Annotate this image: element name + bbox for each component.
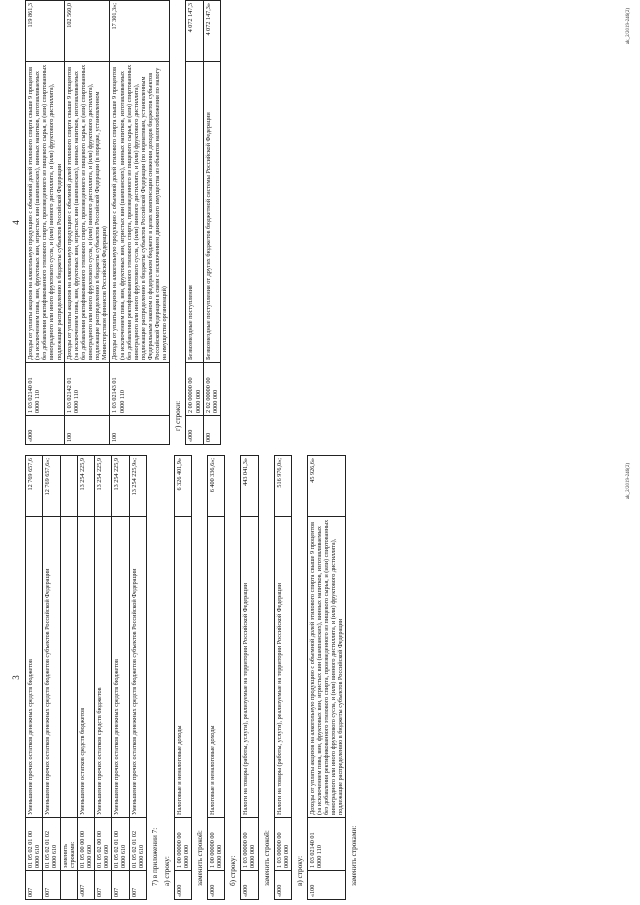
budget-code-cell: 1 03 02142 01 0000 110 — [64, 363, 110, 416]
table-row — [208, 456, 225, 900]
table-row — [241, 456, 258, 900]
budget-code-cell: 2 02 00000 00 0000 000 — [203, 363, 220, 416]
subsection-heading: б) строку: — [229, 855, 238, 886]
description-cell — [60, 517, 77, 818]
amount-cell: 12 769 657,6 — [26, 456, 43, 517]
amount-cell: 516 976,0»; — [274, 456, 291, 517]
budget-code-cell: 01 05 02 01 02 0000 610 — [43, 818, 60, 871]
amount-cell: 6 326 401,9» — [174, 456, 191, 517]
table-row — [60, 456, 77, 900]
description-cell: Уменьшение прочих остатков средств бюджетов — [95, 517, 112, 818]
table-row — [77, 456, 94, 900]
admin-code-cell: 100 — [110, 416, 170, 445]
revenue-table-c — [307, 455, 347, 900]
sources-table — [25, 455, 147, 900]
table-row — [203, 1, 220, 445]
description-cell: Уменьшение остатков средств бюджетов — [77, 517, 94, 818]
table-row — [307, 456, 346, 900]
description-cell: Уменьшение прочих остатков денежных средств бюджетов — [112, 517, 129, 818]
table-row — [43, 456, 60, 900]
page-number: 3 — [11, 675, 21, 680]
admin-code-cell: 100 — [64, 416, 110, 445]
replace-heading: заменить строками: — [350, 825, 359, 886]
amount-cell: 6 400 336,6»; — [208, 456, 225, 517]
description-cell: Налоговые и неналоговые доходы — [208, 517, 225, 818]
amount-cell: 13 254 225,9»; — [129, 456, 146, 517]
revenue-table-b — [240, 455, 258, 900]
budget-code-cell: 01 05 02 01 02 0000 610 — [129, 818, 146, 871]
admin-code-cell: «000 — [208, 871, 225, 900]
subsection-heading: г) строки: — [174, 400, 183, 431]
budget-code-cell: 01 05 02 01 00 0000 610 — [26, 818, 43, 871]
description-cell: Безвозмездные поступления — [186, 62, 203, 363]
admin-code-cell: 000 — [203, 416, 220, 445]
table-row — [174, 456, 191, 900]
admin-code-cell: «000 — [174, 871, 191, 900]
description-cell: Доходы от уплаты акцизов на алкогольную продукцию с объемной долей этилового спирта свыше 9 процентов (за исключением пива, вин, фруктовых вин, игристых вин (шампанских), винных напитков, изготавливаемых без добавления ректификованного этилового спирта, произведенного из пищевого сырья, и (или) спиртованных виноградного или иного фруктового сусла, и (или) винного дистиллята, и (или) фруктового дистиллята), подлежащие распределению в бюджеты субъектов Российской Федерации — [26, 62, 65, 363]
rotated-content — [5, 0, 635, 900]
description-cell: Доходы от уплаты акцизов на алкогольную продукцию с объемной долей этилового спирта свыше 9 процентов (за исключением пива, вин, фруктовых вин, игристых вин (шампанских), винных напитков, изготавливаемых без добавления ректификованного этилового спирта, произведенного из пищевого сырья, и (или) спиртованных виноградного или иного фруктового сусла, и (или) винного дистиллята, и (или) фруктового дистиллята), подлежащие распределению в бюджеты субъектов Российской Федерации (по нормативам, установленным Федеральным законом о федеральном бюджете в целях компенсации снижения доходов бюджетов субъектов Российской Федерации в связи с исключением движимого имущества из объектов налогообложения по налогу на имущество организаций) — [110, 62, 170, 363]
budget-code-cell: 01 05 02 01 00 0000 610 — [112, 818, 129, 871]
admin-code-cell: «000 — [274, 871, 291, 900]
budget-code-cell: 1 03 00000 00 0000 000 — [274, 818, 291, 871]
description-cell: Уменьшение прочих остатков денежных средств бюджетов субъектов Российской Федерации — [43, 517, 60, 818]
page-3 — [5, 455, 635, 900]
admin-code-cell: «100 — [307, 871, 346, 900]
admin-code-cell: 007 — [43, 871, 60, 900]
budget-code-cell: 2 00 00000 00 0000 000 — [186, 363, 203, 416]
revenue-table-replace-b — [274, 455, 292, 900]
budget-code-cell: 1 03 00000 00 0000 000 — [241, 818, 258, 871]
section-heading: 7) в приложении 7: — [150, 827, 159, 886]
admin-code-cell: «000 — [186, 416, 203, 445]
amount-cell: 13 254 225,9 — [77, 456, 94, 517]
budget-code-cell: 01 05 02 00 00 0000 600 — [95, 818, 112, 871]
admin-code-cell: «000 — [241, 871, 258, 900]
table-row — [26, 456, 43, 900]
description-cell: Уменьшение прочих остатков денежных средств бюджетов субъектов Российской Федерации — [129, 517, 146, 818]
table-row — [274, 456, 291, 900]
amount-cell: 45 926,6» — [307, 456, 346, 517]
budget-code-cell: 1 03 02140 01 0000 110 — [26, 363, 65, 416]
footer-code: ak_2/2019-246(2) — [626, 463, 631, 500]
description-cell: Доходы от уплаты акцизов на алкогольную продукцию с объемной долей этилового спирта свыше 9 процентов (за исключением пива, вин, фруктовых вин, игристых вин (шампанских), винных напитков, изготавливаемых без добавления ректификованного этилового спирта, произведенного из пищевого сырья, и (или) спиртованных виноградного или иного фруктового сусла, и (или) винного дистиллята, и (или) фруктового дистиллята), подлежащие распределению в бюджеты субъектов Российской Федерации (в порядке, установленном Министерством финансов Российской Федерации) — [64, 62, 110, 363]
transfers-table — [185, 0, 221, 445]
page-4 — [5, 0, 635, 445]
table-row — [112, 456, 129, 900]
amount-cell: 13 254 225,9 — [95, 456, 112, 517]
budget-code-cell: 01 05 00 00 00 0000 600 — [77, 818, 94, 871]
budget-code-cell: 1 00 00000 00 0000 000 — [208, 818, 225, 871]
amount-cell: 13 254 225,9 — [112, 456, 129, 517]
description-cell: Уменьшение прочих остатков денежных средств бюджетов — [26, 517, 43, 818]
table-row — [186, 1, 203, 445]
admin-code-cell — [60, 871, 77, 900]
description-cell: Налоговые и неналоговые доходы — [174, 517, 191, 818]
table-row — [26, 1, 65, 445]
admin-code-cell: «000 — [26, 416, 65, 445]
amount-cell: 4 072 147,3» — [203, 1, 220, 62]
replace-heading: заменить строкой: — [196, 830, 204, 886]
description-cell: Налоги на товары (работы, услуги), реализуемые на территории Российской Федерации — [241, 517, 258, 818]
footer-code: ak_2/2019-246(2) — [626, 8, 631, 45]
budget-code-cell: заменить строками: — [60, 818, 77, 871]
admin-code-cell: 007 — [26, 871, 43, 900]
description-cell: Безвозмездные поступления от других бюджетов бюджетной системы Российской Федерации — [203, 62, 220, 363]
admin-code-cell: 007 — [112, 871, 129, 900]
amount-cell: 4 072 147,3 — [186, 1, 203, 62]
amount-cell: 119 861,3 — [26, 1, 65, 62]
page-number: 4 — [11, 220, 21, 225]
table-row — [95, 456, 112, 900]
amount-cell: 17 301,3»; — [110, 1, 170, 62]
table-row — [129, 456, 146, 900]
excise-table — [25, 0, 170, 445]
budget-code-cell: 1 03 02140 01 0000 110 — [307, 818, 346, 871]
admin-code-cell: «007 — [77, 871, 94, 900]
amount-cell: 443 041,3» — [241, 456, 258, 517]
replace-heading: заменить строкой: — [262, 830, 271, 886]
budget-code-cell: 1 00 00000 00 0000 000 — [174, 818, 191, 871]
description-cell: Налоги на товары (работы, услуги), реализуемые на территории Российской Федерации — [274, 517, 291, 818]
description-cell: Доходы от уплаты акцизов на алкогольную продукцию с объемной долей этилового спирта свыше 9 процентов (за исключением пива, вин, фруктовых вин, игристых вин (шампанских), винных напитков, изготавливаемых без добавления ректификованного этилового спирта, произведенного из пищевого сырья, и (или) спиртованных виноградного или иного фруктового сусла, и (или) винного дистиллята, и (или) фруктового дистиллята), подлежащие распределению в бюджеты субъектов Российской Федерации — [307, 517, 346, 818]
table-row — [110, 1, 170, 445]
revenue-table-a — [174, 455, 192, 900]
amount-cell: 102 560,0 — [64, 1, 110, 62]
table-row — [64, 1, 110, 445]
admin-code-cell: 007 — [95, 871, 112, 900]
revenue-table-replace-a — [207, 455, 225, 900]
amount-cell: 12 769 657,6»; — [43, 456, 60, 517]
amount-cell — [60, 456, 77, 517]
budget-code-cell: 1 03 02143 01 0000 110 — [110, 363, 170, 416]
subsection-heading: а) строку: — [162, 856, 171, 886]
admin-code-cell: 007 — [129, 871, 146, 900]
subsection-heading: в) строку: — [295, 855, 304, 886]
